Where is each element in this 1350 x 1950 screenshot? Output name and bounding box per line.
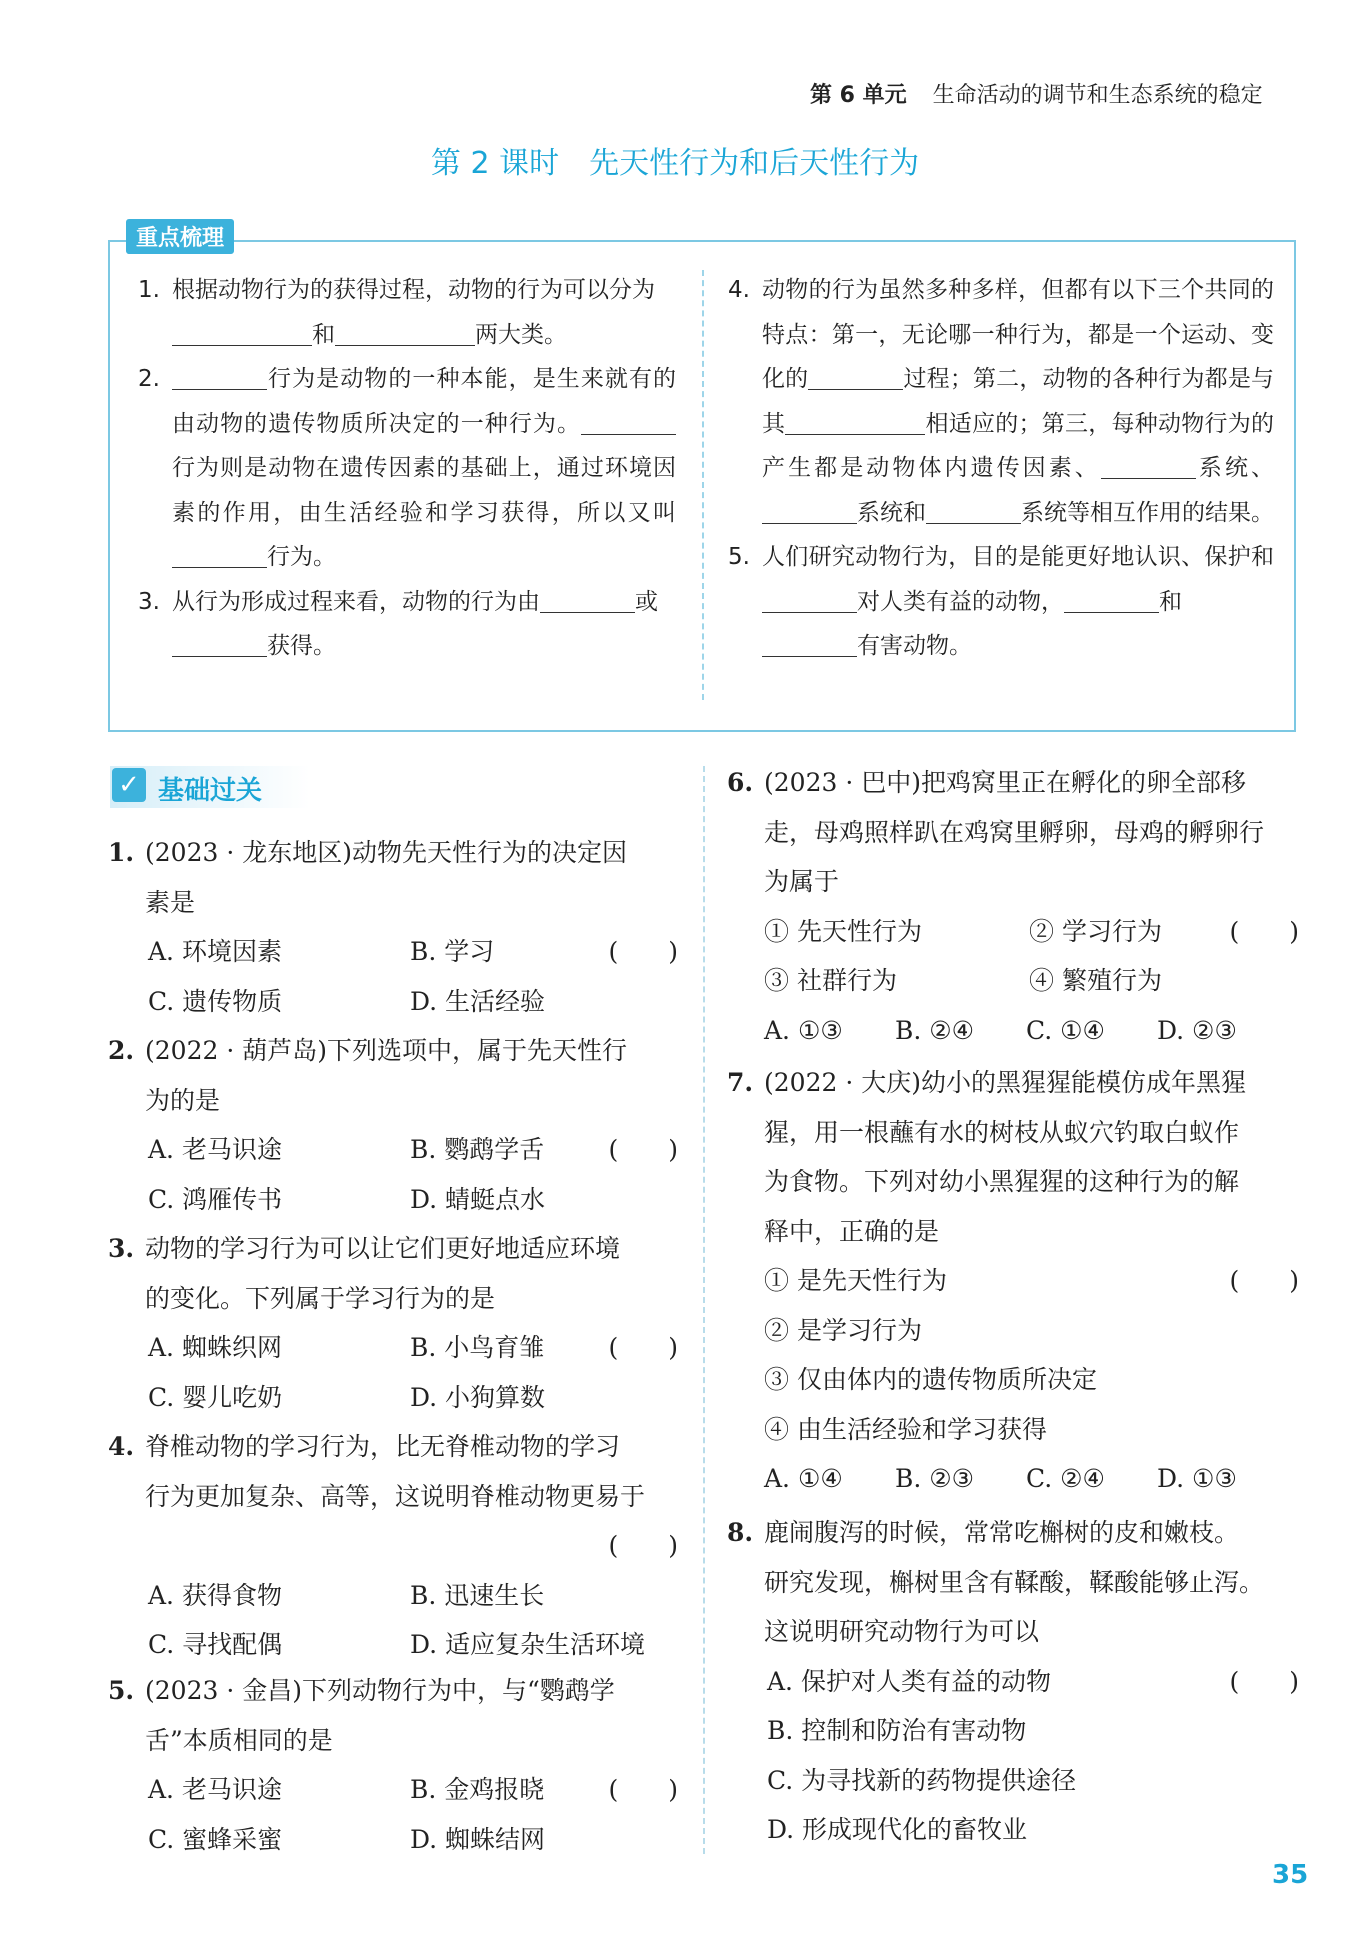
option-b[interactable]: B. ②③	[895, 1464, 975, 1493]
option-c[interactable]: C. 蜜蜂采蜜	[148, 1824, 283, 1854]
key-points-tag: 重点梳理	[126, 219, 234, 254]
fill-blank[interactable]	[808, 365, 903, 390]
answer-parentheses[interactable]: ( )	[608, 1775, 678, 1804]
option-c[interactable]: C. 寻找配偶	[148, 1630, 283, 1659]
checkbox-icon: ✓	[112, 768, 146, 802]
answer-parentheses[interactable]: ( )	[608, 1531, 678, 1560]
key-point-number: 3.	[138, 588, 160, 615]
question-text: 的变化。下列属于学习行为的是	[145, 1283, 496, 1313]
question-text: (2023 · 巴中)把鸡窝里正在孵化的卵全部移	[764, 768, 1246, 797]
option-a[interactable]: A. 蜘蛛织网	[148, 1333, 282, 1362]
question-number: 6.	[727, 768, 754, 797]
statements	[727, 907, 1299, 1056]
question-text: 为食物。下列对幼小黑猩猩的这种行为的解	[764, 1167, 1240, 1196]
fill-blank[interactable]	[172, 365, 267, 390]
option-d[interactable]: D. 生活经验	[410, 986, 546, 1016]
question-number: 3.	[108, 1234, 135, 1263]
option-c[interactable]: C. 遗传物质	[148, 986, 283, 1016]
fill-blank[interactable]	[335, 320, 475, 345]
option-b[interactable]: B. 金鸡报晓	[410, 1775, 545, 1804]
fill-blank[interactable]	[1064, 587, 1159, 612]
options	[108, 1323, 678, 1422]
key-point-text: 行为是动物的一种本能，是生来就有的由动物的遗传物质所决定的一种行为。	[172, 366, 676, 437]
key-point-number: 1.	[138, 277, 160, 303]
question-6	[727, 758, 1299, 1055]
answer-parentheses[interactable]: ( )	[608, 937, 678, 966]
question-text: 鹿闹腹泻的时候，常常吃槲树的皮和嫩枝。	[764, 1518, 1240, 1547]
statement-4: ④ 繁殖行为	[1029, 966, 1162, 995]
question-number: 1.	[108, 838, 135, 867]
question-number: 7.	[727, 1068, 754, 1097]
answer-parentheses[interactable]: ( )	[1229, 1266, 1299, 1295]
options	[108, 1125, 678, 1224]
question-text: 为的是	[145, 1085, 221, 1115]
key-point-text: 系统、	[1195, 455, 1274, 481]
option-c[interactable]: C. 为寻找新的药物提供途径	[767, 1765, 1077, 1795]
option-d[interactable]: D. ①③	[1157, 1464, 1237, 1493]
question-text: (2023 · 龙东地区)动物先天性行为的决定因	[145, 838, 627, 867]
page-number: 35	[1272, 1860, 1309, 1890]
key-point-text: 行为。	[267, 544, 336, 570]
options	[108, 1571, 678, 1670]
key-point-text: 获得。	[267, 633, 336, 659]
option-c[interactable]: C. 婴儿吃奶	[148, 1382, 283, 1412]
question-8	[727, 1508, 1299, 1855]
key-point-text: 从行为形成过程来看，动物的行为由	[172, 588, 540, 615]
option-b[interactable]: B. 鹦鹉学舌	[410, 1135, 545, 1164]
key-point-text: 动物的行为虽然多种多样，但都有以下三个共同的特点：第一，无论哪一种行为，都是一个运动、变化的	[762, 277, 1274, 392]
statement-3: ③ 仅由体内的遗传物质所决定	[764, 1365, 1097, 1394]
key-point-text: 对人类有益的动物，	[857, 588, 1064, 615]
question-number: 8.	[727, 1518, 754, 1547]
key-point-text: 行为则是动物在遗传因素的基础上，通过环境因素的作用，由生活经验和学习获得，所以又叫	[172, 455, 676, 526]
key-point-text: 过程；第二，动物的各种行为都是与其	[762, 366, 1275, 437]
statement-2: ② 学习行为	[1029, 916, 1162, 946]
option-a[interactable]: A. 老马识途	[148, 1135, 282, 1164]
question-text: 走，母鸡照样趴在鸡窝里孵卵，母鸡的孵卵行	[764, 817, 1265, 847]
statement-1: ① 是先天性行为	[764, 1266, 947, 1295]
option-d[interactable]: D. 小狗算数	[410, 1382, 546, 1412]
fill-blank[interactable]	[540, 587, 635, 612]
question-text: 行为更加复杂、高等，这说明脊椎动物更易于	[145, 1481, 646, 1511]
statement-3: ③ 社群行为	[764, 966, 897, 995]
option-b[interactable]: B. 小鸟育雏	[410, 1333, 545, 1362]
question-text: (2022 · 大庆)幼小的黑猩猩能模仿成年黑猩	[764, 1068, 1246, 1097]
option-c[interactable]: C. ②④	[1026, 1464, 1105, 1493]
fill-blank[interactable]	[172, 632, 267, 657]
question-3	[108, 1224, 678, 1422]
unit-title: 生命活动的调节和生态系统的稳定	[932, 83, 1263, 108]
statement-2: ② 是学习行为	[764, 1315, 922, 1345]
answer-parentheses[interactable]: ( )	[608, 1135, 678, 1164]
lesson-title: 第 2 课时 先天性行为和后天性行为	[430, 146, 920, 181]
option-d[interactable]: D. 适应复杂生活环境	[410, 1630, 646, 1659]
question-text: 动物的学习行为可以让它们更好地适应环境	[145, 1234, 621, 1263]
question-number: 2.	[108, 1036, 135, 1065]
statement-4: ④ 由生活经验和学习获得	[764, 1414, 1047, 1444]
column-divider	[703, 766, 705, 1854]
key-point-number: 2.	[138, 366, 160, 392]
option-c[interactable]: C. ①④	[1026, 1015, 1105, 1045]
option-c[interactable]: C. 鸿雁传书	[148, 1184, 283, 1214]
unit-header	[810, 78, 1263, 109]
question-text: 素是	[145, 887, 196, 917]
question-text: 释中，正确的是	[764, 1216, 940, 1246]
fill-blank[interactable]	[762, 632, 857, 657]
fill-blank[interactable]	[172, 320, 312, 345]
option-a[interactable]: A. 环境因素	[148, 937, 282, 966]
question-4	[108, 1422, 678, 1670]
options	[727, 1657, 1299, 1855]
options	[108, 927, 678, 1026]
answer-parentheses[interactable]: ( )	[1229, 916, 1299, 946]
statement-1: ① 先天性行为	[764, 916, 922, 946]
key-point-text: 或	[635, 588, 658, 615]
option-a[interactable]: A. 老马识途	[148, 1775, 282, 1804]
key-points-divider	[702, 270, 704, 700]
question-2	[108, 1026, 678, 1224]
key-point-3	[138, 580, 676, 669]
key-point-text: 和	[1159, 588, 1182, 615]
key-point-5	[728, 535, 1274, 669]
fill-blank[interactable]	[785, 409, 925, 434]
option-a[interactable]: A. ①③	[764, 1015, 843, 1045]
key-point-2	[138, 357, 676, 580]
option-d[interactable]: D. 蜘蛛结网	[410, 1824, 546, 1854]
question-7	[727, 1058, 1299, 1504]
question-1	[108, 828, 678, 1026]
key-point-text: 系统等相互作用的结果。	[1021, 499, 1274, 526]
option-d[interactable]: D. ②③	[1157, 1015, 1237, 1045]
question-text: (2023 · 金昌)下列动物行为中，与“鹦鹉学	[145, 1676, 615, 1705]
statements	[727, 1256, 1299, 1504]
fill-blank[interactable]	[581, 409, 676, 434]
unit-number: 第 6 单元	[810, 83, 907, 108]
key-point-text: 和	[312, 321, 335, 348]
section-label: 基础过关	[158, 776, 263, 806]
question-number: 5.	[108, 1676, 135, 1705]
question-text: 猩，用一根蘸有水的树枝从蚁穴钓取白蚁作	[764, 1117, 1240, 1147]
options	[108, 1765, 678, 1864]
option-b[interactable]: B. ②④	[895, 1015, 975, 1045]
key-point-text: 系统和	[857, 499, 926, 526]
fill-blank[interactable]	[926, 498, 1021, 523]
question-text: 舌”本质相同的是	[145, 1725, 333, 1755]
question-5	[108, 1666, 678, 1864]
option-d[interactable]: D. 形成现代化的畜牧业	[767, 1815, 1028, 1844]
option-b[interactable]: B. 迅速生长	[410, 1580, 545, 1610]
key-point-text: 相适应的；第三，每种动物行为的产生都是动物体内遗传因素、	[762, 410, 1274, 481]
question-text: 这说明研究动物行为可以	[764, 1617, 1040, 1646]
fill-blank[interactable]	[762, 498, 857, 523]
fill-blank[interactable]	[762, 587, 857, 612]
key-point-number: 4.	[728, 277, 750, 303]
option-a[interactable]: A. ①④	[764, 1464, 843, 1493]
answer-parentheses[interactable]: ( )	[608, 1333, 678, 1362]
question-text: 研究发现，槲树里含有鞣酸，鞣酸能够止泻。	[764, 1567, 1265, 1597]
key-point-text: 人们研究动物行为，目的是能更好地认识、保护和	[762, 544, 1274, 570]
key-point-text: 两大类。	[475, 321, 567, 348]
option-b[interactable]: B. 学习	[410, 937, 495, 966]
question-text: (2022 · 葫芦岛)下列选项中，属于先天性行	[145, 1036, 627, 1065]
question-text: 为属于	[764, 867, 840, 896]
key-points-right-column	[728, 268, 1274, 669]
key-point-text: 根据动物行为的获得过程，动物的行为可以分为	[172, 277, 655, 303]
answer-parentheses[interactable]: ( )	[1229, 1666, 1299, 1696]
key-point-4	[728, 268, 1274, 535]
option-a[interactable]: A. 保护对人类有益的动物	[767, 1666, 1051, 1696]
option-a[interactable]: A. 获得食物	[148, 1580, 282, 1610]
key-point-1	[138, 268, 676, 357]
key-point-number: 5.	[728, 544, 750, 570]
fill-blank[interactable]	[172, 543, 267, 568]
key-point-text: 有害动物。	[857, 633, 972, 659]
key-points-left-column	[138, 268, 676, 669]
fill-blank[interactable]	[1101, 454, 1196, 479]
option-d[interactable]: D. 蜻蜓点水	[410, 1184, 546, 1214]
question-text: 脊椎动物的学习行为，比无脊椎动物的学习	[145, 1432, 621, 1461]
option-b[interactable]: B. 控制和防治有害动物	[767, 1716, 1027, 1745]
question-number: 4.	[108, 1432, 135, 1461]
